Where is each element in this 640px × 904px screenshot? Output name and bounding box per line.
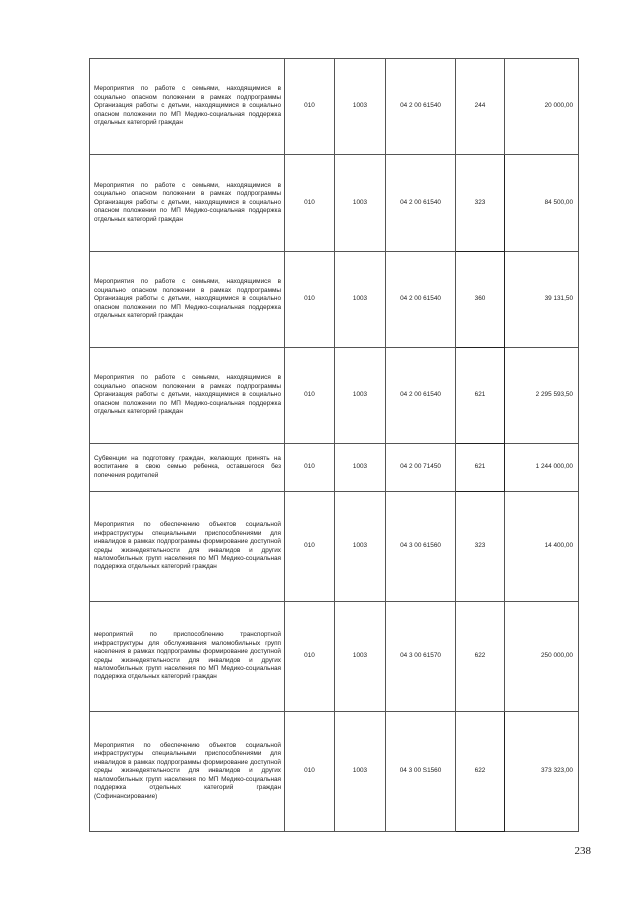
row-section-code: 1003	[335, 59, 386, 155]
table-row	[90, 348, 579, 444]
row-name: Мероприятия по работе с семьями, находящимися в социально опасном положении в рамках подпрограммы Организация работы с детьми, находящимися в социально опасном положении по МП Медико-социальная поддержка отдельных категорий граждан	[90, 59, 285, 155]
row-section-code: 1003	[335, 252, 386, 348]
table-row	[90, 444, 579, 492]
row-target-code: 04 3 00 61570	[386, 602, 456, 712]
row-expense-type: 621	[456, 348, 505, 444]
row-section-code: 1003	[335, 348, 386, 444]
row-ved-code: 010	[285, 492, 335, 602]
row-expense-type: 622	[456, 602, 505, 712]
row-section-code: 1003	[335, 492, 386, 602]
row-name: Мероприятия по работе с семьями, находящимися в социально опасном положении в рамках подпрограммы Организация работы с детьми, находящимися в социально опасном положении по МП Медико-социальная поддержка отдельных категорий граждан	[90, 252, 285, 348]
table-row	[90, 252, 579, 348]
row-ved-code: 010	[285, 252, 335, 348]
row-section-code: 1003	[335, 712, 386, 832]
row-amount: 1 244 000,00	[505, 444, 579, 492]
row-expense-type: 323	[456, 492, 505, 602]
budget-table	[89, 58, 579, 832]
row-ved-code: 010	[285, 602, 335, 712]
row-target-code: 04 3 00 S1560	[386, 712, 456, 832]
row-amount: 84 500,00	[505, 155, 579, 252]
row-amount: 14 400,00	[505, 492, 579, 602]
row-ved-code: 010	[285, 712, 335, 832]
row-ved-code: 010	[285, 155, 335, 252]
row-name: Мероприятия по обеспечению объектов социальной инфраструктуры специальными приспособлениями для инвалидов в рамках подпрограммы формирование доступной среды жизнедеятельности для инвалидов и других маломобильных групп населения по МП Медико-социальная поддержка отдельных категорий граждан	[90, 492, 285, 602]
row-target-code: 04 2 00 61540	[386, 252, 456, 348]
row-target-code: 04 2 00 71450	[386, 444, 456, 492]
row-target-code: 04 2 00 61540	[386, 59, 456, 155]
row-amount: 20 000,00	[505, 59, 579, 155]
row-section-code: 1003	[335, 444, 386, 492]
row-name: Мероприятия по обеспечению объектов социальной инфраструктуры специальными приспособлениями для инвалидов в рамках подпрограммы формирование доступной среды жизнедеятельности для инвалидов и других маломобильных групп населения по МП Медико-социальная поддержка отдельных категорий граждан (Софинансирование)	[90, 712, 285, 832]
row-section-code: 1003	[335, 602, 386, 712]
table-row	[90, 712, 579, 832]
row-expense-type: 244	[456, 59, 505, 155]
row-expense-type: 622	[456, 712, 505, 832]
table-row	[90, 602, 579, 712]
row-name: мероприятий по приспособлению транспортной инфраструктуры для обслуживания маломобильных групп населения в рамках подпрограммы формирование доступной среды жизнедеятельности для инвалидов и других маломобильных групп населения по МП Медико-социальная поддержка отдельных категорий граждан	[90, 602, 285, 712]
table-row	[90, 155, 579, 252]
row-ved-code: 010	[285, 59, 335, 155]
row-target-code: 04 2 00 61540	[386, 348, 456, 444]
row-amount: 39 131,50	[505, 252, 579, 348]
row-target-code: 04 2 00 61540	[386, 155, 456, 252]
row-ved-code: 010	[285, 348, 335, 444]
row-ved-code: 010	[285, 444, 335, 492]
row-expense-type: 360	[456, 252, 505, 348]
row-expense-type: 621	[456, 444, 505, 492]
row-section-code: 1003	[335, 155, 386, 252]
page-number: 238	[574, 845, 591, 857]
row-name: Субвенции на подготовку граждан, желающих принять на воспитание в свою семью ребенка, оставшегося без попечения родителей	[90, 444, 285, 492]
row-name: Мероприятия по работе с семьями, находящимися в социально опасном положении в рамках подпрограммы Организация работы с детьми, находящимися в социально опасном положении по МП Медико-социальная поддержка отдельных категорий граждан	[90, 348, 285, 444]
row-amount: 373 323,00	[505, 712, 579, 832]
table-row	[90, 492, 579, 602]
table-row	[90, 59, 579, 155]
row-amount: 2 295 593,50	[505, 348, 579, 444]
row-name: Мероприятия по работе с семьями, находящимися в социально опасном положении в рамках подпрограммы Организация работы с детьми, находящимися в социально опасном положении по МП Медико-социальная поддержка отдельных категорий граждан	[90, 155, 285, 252]
row-expense-type: 323	[456, 155, 505, 252]
row-target-code: 04 3 00 61560	[386, 492, 456, 602]
row-amount: 250 000,00	[505, 602, 579, 712]
